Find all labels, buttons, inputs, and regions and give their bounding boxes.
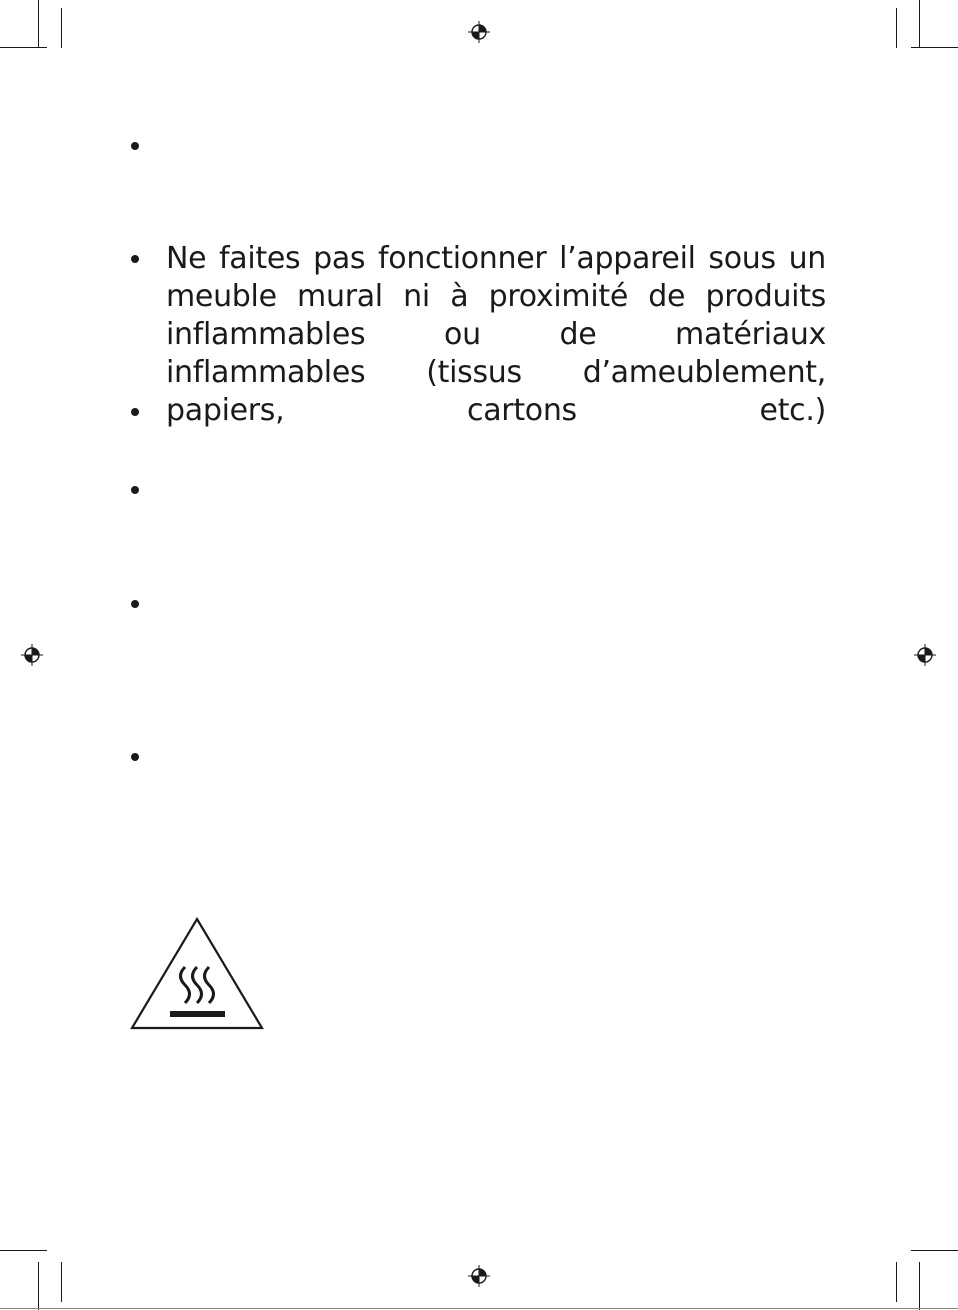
list-item-bullet	[131, 600, 139, 608]
hot-surface-warning-icon	[128, 915, 266, 1033]
registration-target-icon	[21, 644, 43, 666]
crop-mark	[896, 8, 897, 48]
crop-mark	[0, 1250, 47, 1251]
list-item-text: Ne faites pas fonctionner l’appareil sous un meuble mural ni à proximité de produits inflammables ou de matériaux inflammables (tissus d’ameublement, papiers, cartons etc.)	[166, 241, 826, 428]
trim-line	[0, 1308, 958, 1309]
crop-mark	[919, 1262, 920, 1310]
list-item-bullet	[131, 142, 139, 150]
registration-target-icon	[914, 644, 936, 666]
list-item-bullet	[131, 486, 139, 494]
crop-mark	[919, 0, 920, 47]
list-item-bullet	[131, 255, 139, 263]
crop-mark	[911, 1250, 958, 1251]
crop-mark	[38, 1262, 39, 1310]
registration-target-icon	[468, 1265, 490, 1287]
list-item-bullet	[131, 408, 139, 416]
crop-mark	[38, 0, 39, 47]
crop-mark	[896, 1262, 897, 1302]
registration-target-icon	[468, 21, 490, 43]
crop-mark	[0, 47, 47, 48]
crop-mark	[61, 8, 62, 48]
crop-mark	[911, 47, 958, 48]
list-item-bullet	[131, 753, 139, 761]
crop-mark	[61, 1262, 62, 1302]
